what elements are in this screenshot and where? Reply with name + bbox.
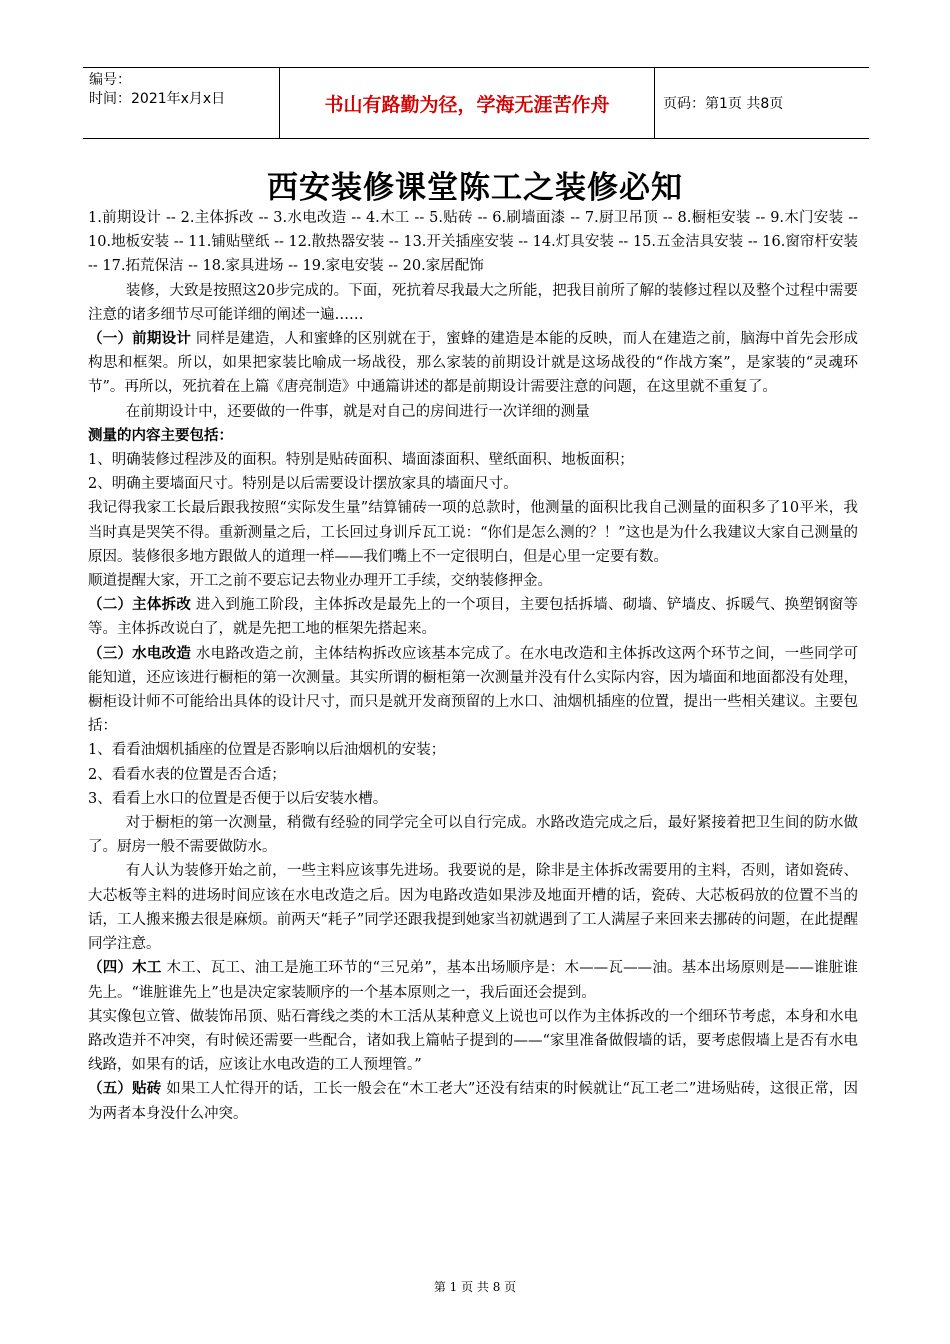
section-2-paragraph (88, 593, 858, 641)
section-3-paragraph (88, 642, 858, 739)
page-footer: 第 1 页 共 8 页 (433, 1280, 517, 1294)
section-1-paragraph (88, 327, 858, 400)
document-header (83, 67, 869, 139)
section-3-text: 水电路改造之前，主体结构拆改应该基本完成了。在水电改造和主体拆改这两个环节之间，一些同学可能知道，还应该进行橱柜的第一次测量。其实所谓的橱柜第一次测量并没有什么实际内容，因为墙面和地面都没有处理，橱柜设计师不可能给出具体的设计尺寸，而只是就开发商预留的上水口、油烟机插座的位置，提出一些相关建议。主要包括： (88, 645, 859, 735)
document-body (88, 206, 858, 1126)
steps-list: 1.前期设计 -- 2.主体拆改 -- 3.水电改造 -- 4.木工 -- 5.贴砖 -- 6.刷墙面漆 -- 7.厨卫吊顶 -- 8.橱柜安装 -- 9.木门安装 -- 10.地板安装 -- 11.铺贴壁纸 -- 12.散热器安装 -- 13.开关插座安装 -- 14.灯具安装 -- 15.五金洁具安装 -- 16.窗帘杆安装 -- 17.拓荒保洁 -- 18.家具进场 -- 19.家电安装 -- 20.家居配饰 (88, 210, 858, 275)
header-page-number: 页码：第1页 共8页 (663, 96, 784, 112)
section-4-paragraph-2: 其实像包立管、做装饰吊顶、贴石膏线之类的木工活从某种意义上说也可以作为主体拆改的一个细环节考虑，本身和水电路改造并不冲突，有时候还需要一些配合，诸如我上篇帖子提到的——“家里准备做假墙的话，要考虑假墙上是否有水电线路，如果有的话，应该让水电改造的工人预埋管。” (88, 1008, 858, 1074)
section-3-heading: （三）水电改造 (88, 644, 192, 662)
intro-paragraph: 装修，大致是按照这20步完成的。下面，死抗着尽我最大之所能，把我目前所了解的装修过程以及整个过程中需要注意的诸多细节尽可能详细的阐述一遍…… (88, 282, 858, 323)
story-paragraph: 我记得我家工长最后跟我按照“实际发生量”结算铺砖一项的总款时，他测量的面积比我自己测量的面积多了10平米，我当时真是哭笑不得。重新测量之后，工长回过身训斥瓦工说：“你们是怎么测的？！”这也是为什么我建议大家自己测量的原因。装修很多地方跟做人的道理一样——我们嘴上不一定很明白，但是心里一定要有数。 (88, 500, 858, 565)
document-date: 时间：2021年x月x日 (89, 91, 226, 107)
section-3-paragraph-3: 有人认为装修开始之前，一些主料应该事先进场。我要说的是，除非是主体拆改需要用的主料，否则，诸如瓷砖、大芯板等主料的进场时间应该在水电改造之后。因为电路改造如果涉及地面开槽的话，瓷砖、大芯板码放的位置不当的话，工人搬来搬去很是麻烦。前两天“耗子”同学还跟我提到她家当初就遇到了工人满屋子来回来去挪砖的问题，在此提醒同学注意。 (88, 863, 858, 953)
section-5-paragraph (88, 1077, 858, 1125)
header-motto: 书山有路勤为径，学海无涯苦作舟 (279, 68, 655, 138)
section-4-heading: （四）木工 (88, 959, 162, 977)
section-3-paragraph-2: 对于橱柜的第一次测量，稍微有经验的同学完全可以自行完成。水路改造完成之后，最好紧接着把卫生间的防水做了。厨房一般不需要做防水。 (88, 815, 858, 856)
measurement-item-2: 2、明确主要墙面尺寸。特别是以后需要设计摆放家具的墙面尺寸。 (88, 476, 518, 493)
section-4-paragraph (88, 956, 858, 1004)
section-1-text: 同样是建造，人和蜜蜂的区别就在于，蜜蜂的建造是本能的反映，而人在建造之前，脑海中首先会形成构思和框架。所以，如果把家装比喻成一场战役，那么家装的前期设计就是这场战役的“作战方案”，是家装的“灵魂环节”。再所以，死抗着在上篇《唐亮制造》中通篇讲述的都是前期设计需要注意的问题，在这里就不重复了。 (88, 331, 859, 396)
section-5-heading: （五）贴砖 (88, 1080, 162, 1098)
measurement-heading: 测量的内容主要包括： (88, 426, 233, 444)
section-1-paragraph-2: 在前期设计中，还要做的一件事，就是对自己的房间进行一次详细的测量 (125, 403, 590, 420)
header-meta (83, 68, 279, 138)
measurement-item-1: 1、明确装修过程涉及的面积。特别是贴砖面积、墙面漆面积、壁纸面积、地板面积； (88, 452, 634, 469)
check-item-1: 1、看看油烟机插座的位置是否影响以后油烟机的安装； (88, 742, 446, 759)
section-4-text: 木工、瓦工、油工是施工环节的“三兄弟”，基本出场顺序是：木——瓦——油。基本出场原则是——谁脏谁先上。“谁脏谁先上”也是决定家装顺序的一个基本原则之一，我后面还会提到。 (88, 960, 858, 1001)
check-item-2: 2、看看水表的位置是否合适； (88, 766, 286, 783)
document-id-label: 编号： (89, 72, 131, 88)
section-2-heading: （二）主体拆改 (88, 596, 192, 614)
check-item-3: 3、看看上水口的位置是否便于以后安装水槽。 (88, 790, 388, 807)
section-1-heading: （一）前期设计 (88, 330, 192, 348)
document-title: 西安装修课堂陈工之装修必知 (267, 170, 683, 206)
section-2-text: 进入到施工阶段，主体拆改是最先上的一个项目，主要包括拆墙、砌墙、铲墙皮、拆暖气、换塑钢窗等等。主体拆改说白了，就是先把工地的框架先搭起来。 (88, 597, 859, 638)
section-5-text: 如果工人忙得开的话，工长一般会在“木工老大”还没有结束的时候就让“瓦工老二”进场贴砖，这很正常，因为两者本身没什么冲突。 (88, 1081, 858, 1122)
reminder-paragraph: 顺道提醒大家，开工之前不要忘记去物业办理开工手续，交纳装修押金。 (88, 573, 552, 590)
